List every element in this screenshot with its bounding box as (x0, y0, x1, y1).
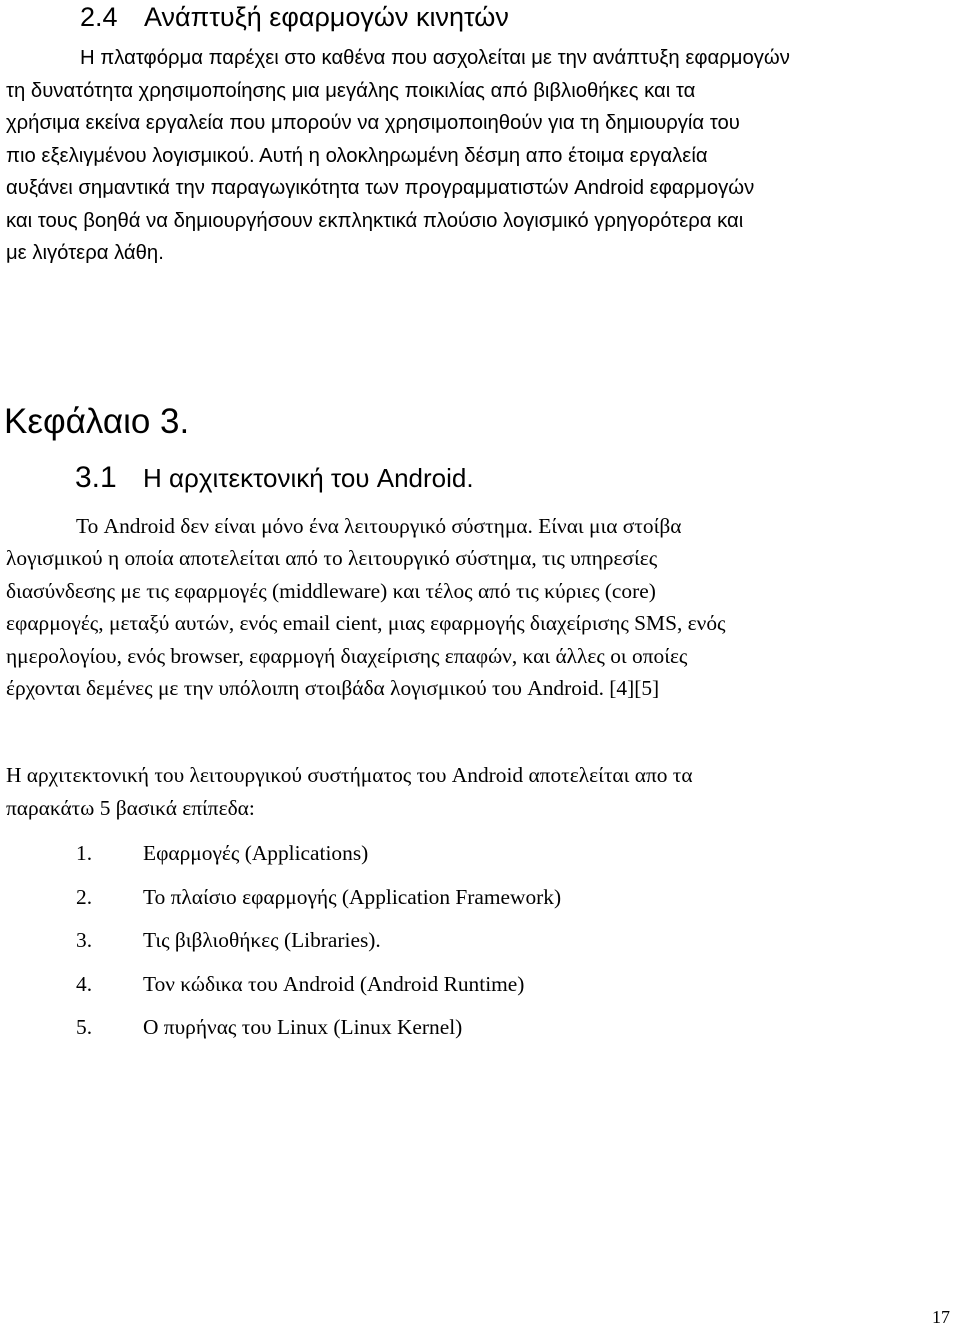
chapter-title: Κεφάλαιο 3. (4, 402, 190, 441)
list-item-number: 4. (76, 971, 93, 996)
page-number: 17 (932, 1307, 950, 1327)
paragraph-line: εφαρμογές, μεταξύ αυτών, ενός email cient, μιας εφαρμογής διαχείρισης SMS, ενός (6, 611, 726, 636)
paragraph-line: παρακάτω 5 βασικά επίπεδα: (6, 795, 255, 820)
paragraph-line: χρήσιμα εκείνα εργαλεία που μπορούν να χρησιμοποιηθούν για τη δημιουργία του (6, 112, 740, 134)
section-2-4-number: 2.4 (80, 2, 118, 32)
paragraph-line: ημερολογίου, ενός browser, εφαρμογή διαχείρισης επαφών, και άλλες οι οποίες (6, 643, 688, 668)
section-3-1-title: Η αρχιτεκτονική του Android. (143, 463, 474, 493)
paragraph-line: λογισμικού η οποία αποτελείται από το λειτουργικό σύστημα, τις υπηρεσίες (6, 546, 658, 571)
list-item (76, 966, 561, 1010)
section-2-4-title: Ανάπτυξή εφαρμογών κινητών (144, 2, 509, 32)
list-item-text: Τον κώδικα του Android (Android Runtime) (143, 971, 525, 996)
list-item (76, 879, 561, 923)
list-item (76, 922, 561, 966)
list-item-number: 5. (76, 1015, 93, 1039)
list-item-text: Το πλαίσιο εφαρμογής (Application Framework) (143, 884, 562, 909)
section-3-1-heading (75, 461, 474, 495)
paragraph-line: αυξάνει σημαντικά την παραγωγικότητα των προγραμματιστών Android εφαρμογών (6, 177, 755, 199)
section-3-1-paragraph (6, 510, 725, 704)
paragraph-line: έρχονται δεμένες με την υπόλοιπη στοιβάδα λογισμικού του Android. [4][5] (6, 676, 660, 701)
section-2-4-heading (80, 0, 509, 34)
list-item-text: Εφαρμογές (Applications) (143, 841, 369, 865)
list-item (76, 835, 561, 879)
paragraph-line: διασύνδεσης με τις εφαρμογές (middleware) και τέλος από τις κύριες (core) (6, 578, 656, 603)
section-3-1-number: 3.1 (75, 461, 117, 494)
paragraph-line: τη δυνατότητα χρησιμοποίησης μια μεγάλης ποικιλίας από βιβλιοθήκες και τα (6, 79, 696, 102)
paragraph-line: με λιγότερα λάθη. (6, 242, 164, 264)
architecture-intro-paragraph (6, 759, 693, 824)
paragraph-line: Η πλατφόρμα παρέχει στο καθένα που ασχολείται με την ανάπτυξη εφαρμογών (80, 47, 790, 69)
paragraph-line: και τους βοηθά να δημιουργήσουν εκπληκτικά πλούσιο λογισμικό γρηγορότερα και (6, 209, 744, 232)
paragraph-line: πιο εξελιγμένου λογισμικού. Αυτή η ολοκληρωμένη δέσμη απο έτοιμα εργαλεία (6, 144, 708, 167)
list-item-text: Τις βιβλιοθήκες (Libraries). (143, 928, 381, 952)
list-item-number: 1. (76, 841, 93, 865)
list-item-number: 3. (76, 928, 93, 952)
paragraph-line: Η αρχιτεκτονική του λειτουργικού συστήματος του Android αποτελείται απο τα (6, 763, 693, 787)
section-2-4-paragraph (6, 42, 790, 270)
architecture-layers-list (76, 835, 561, 1053)
paragraph-line: Το Android δεν είναι μόνο ένα λειτουργικό σύστημα. Είναι μια στοίβα (76, 514, 682, 538)
list-item-number: 2. (76, 884, 93, 909)
list-item-text: Ο πυρήνας του Linux (Linux Kernel) (143, 1015, 463, 1039)
list-item (76, 1009, 561, 1053)
